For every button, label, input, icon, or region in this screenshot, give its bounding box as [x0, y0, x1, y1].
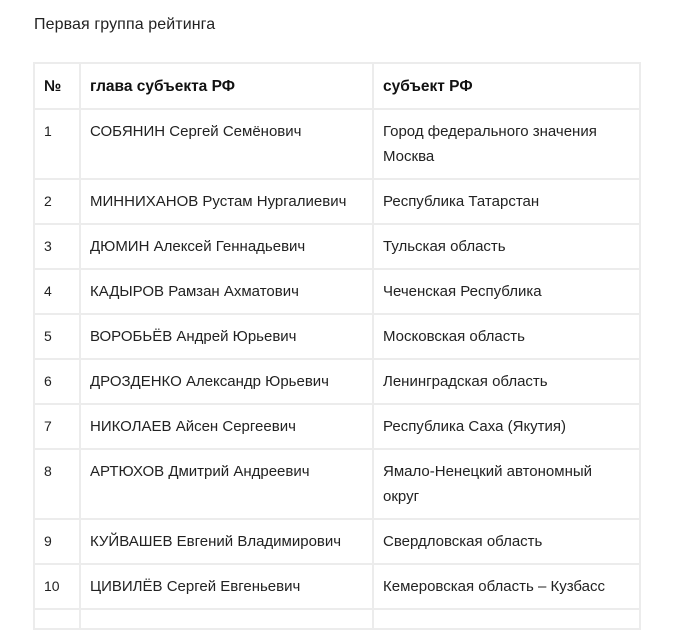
table-row — [34, 314, 640, 359]
subject-name: Чеченская Республика — [373, 269, 640, 314]
row-number: 9 — [34, 519, 80, 564]
subject-name — [373, 609, 640, 629]
governor-name: КУЙВАШЕВ Евгений Владимирович — [80, 519, 373, 564]
row-number: 10 — [34, 564, 80, 609]
table-header-row — [34, 63, 640, 109]
column-header-subject: субъект РФ — [373, 63, 640, 109]
governor-name: АРТЮХОВ Дмитрий Андреевич — [80, 449, 373, 519]
table-row — [34, 449, 640, 519]
governor-name: СОБЯНИН Сергей Семёнович — [80, 109, 373, 179]
subject-name: Московская область — [373, 314, 640, 359]
table-row — [34, 269, 640, 314]
subject-name: Город федерального значения Москва — [373, 109, 640, 179]
subject-name: Ямало-Ненецкий автономный округ — [373, 449, 640, 519]
row-number: 7 — [34, 404, 80, 449]
governor-name: ЦИВИЛЁВ Сергей Евгеньевич — [80, 564, 373, 609]
row-number: 6 — [34, 359, 80, 404]
row-number: 1 — [34, 109, 80, 179]
row-number — [34, 609, 80, 629]
table-row — [34, 564, 640, 609]
table-row — [34, 224, 640, 269]
governor-name — [80, 609, 373, 629]
table-row — [34, 179, 640, 224]
subject-name: Республика Татарстан — [373, 179, 640, 224]
subject-name: Свердловская область — [373, 519, 640, 564]
row-number: 8 — [34, 449, 80, 519]
table-row — [34, 404, 640, 449]
governor-name: КАДЫРОВ Рамзан Ахматович — [80, 269, 373, 314]
column-header-governor: глава субъекта РФ — [80, 63, 373, 109]
row-number: 3 — [34, 224, 80, 269]
table-row — [34, 109, 640, 179]
governor-name: ДРОЗДЕНКО Александр Юрьевич — [80, 359, 373, 404]
section-heading: Первая группа рейтинга — [34, 16, 216, 33]
subject-name: Кемеровская область – Кузбасс — [373, 564, 640, 609]
table-row — [34, 359, 640, 404]
row-number: 4 — [34, 269, 80, 314]
subject-name: Республика Саха (Якутия) — [373, 404, 640, 449]
subject-name: Ленинградская область — [373, 359, 640, 404]
row-number: 2 — [34, 179, 80, 224]
governor-name: ДЮМИН Алексей Геннадьевич — [80, 224, 373, 269]
governor-name: НИКОЛАЕВ Айсен Сергеевич — [80, 404, 373, 449]
row-number: 5 — [34, 314, 80, 359]
column-header-number: № — [34, 63, 80, 109]
governor-name: МИННИХАНОВ Рустам Нургалиевич — [80, 179, 373, 224]
rating-table — [33, 62, 641, 630]
subject-name: Тульская область — [373, 224, 640, 269]
table-row — [34, 519, 640, 564]
table-row — [34, 609, 640, 629]
governor-name: ВОРОБЬЁВ Андрей Юрьевич — [80, 314, 373, 359]
